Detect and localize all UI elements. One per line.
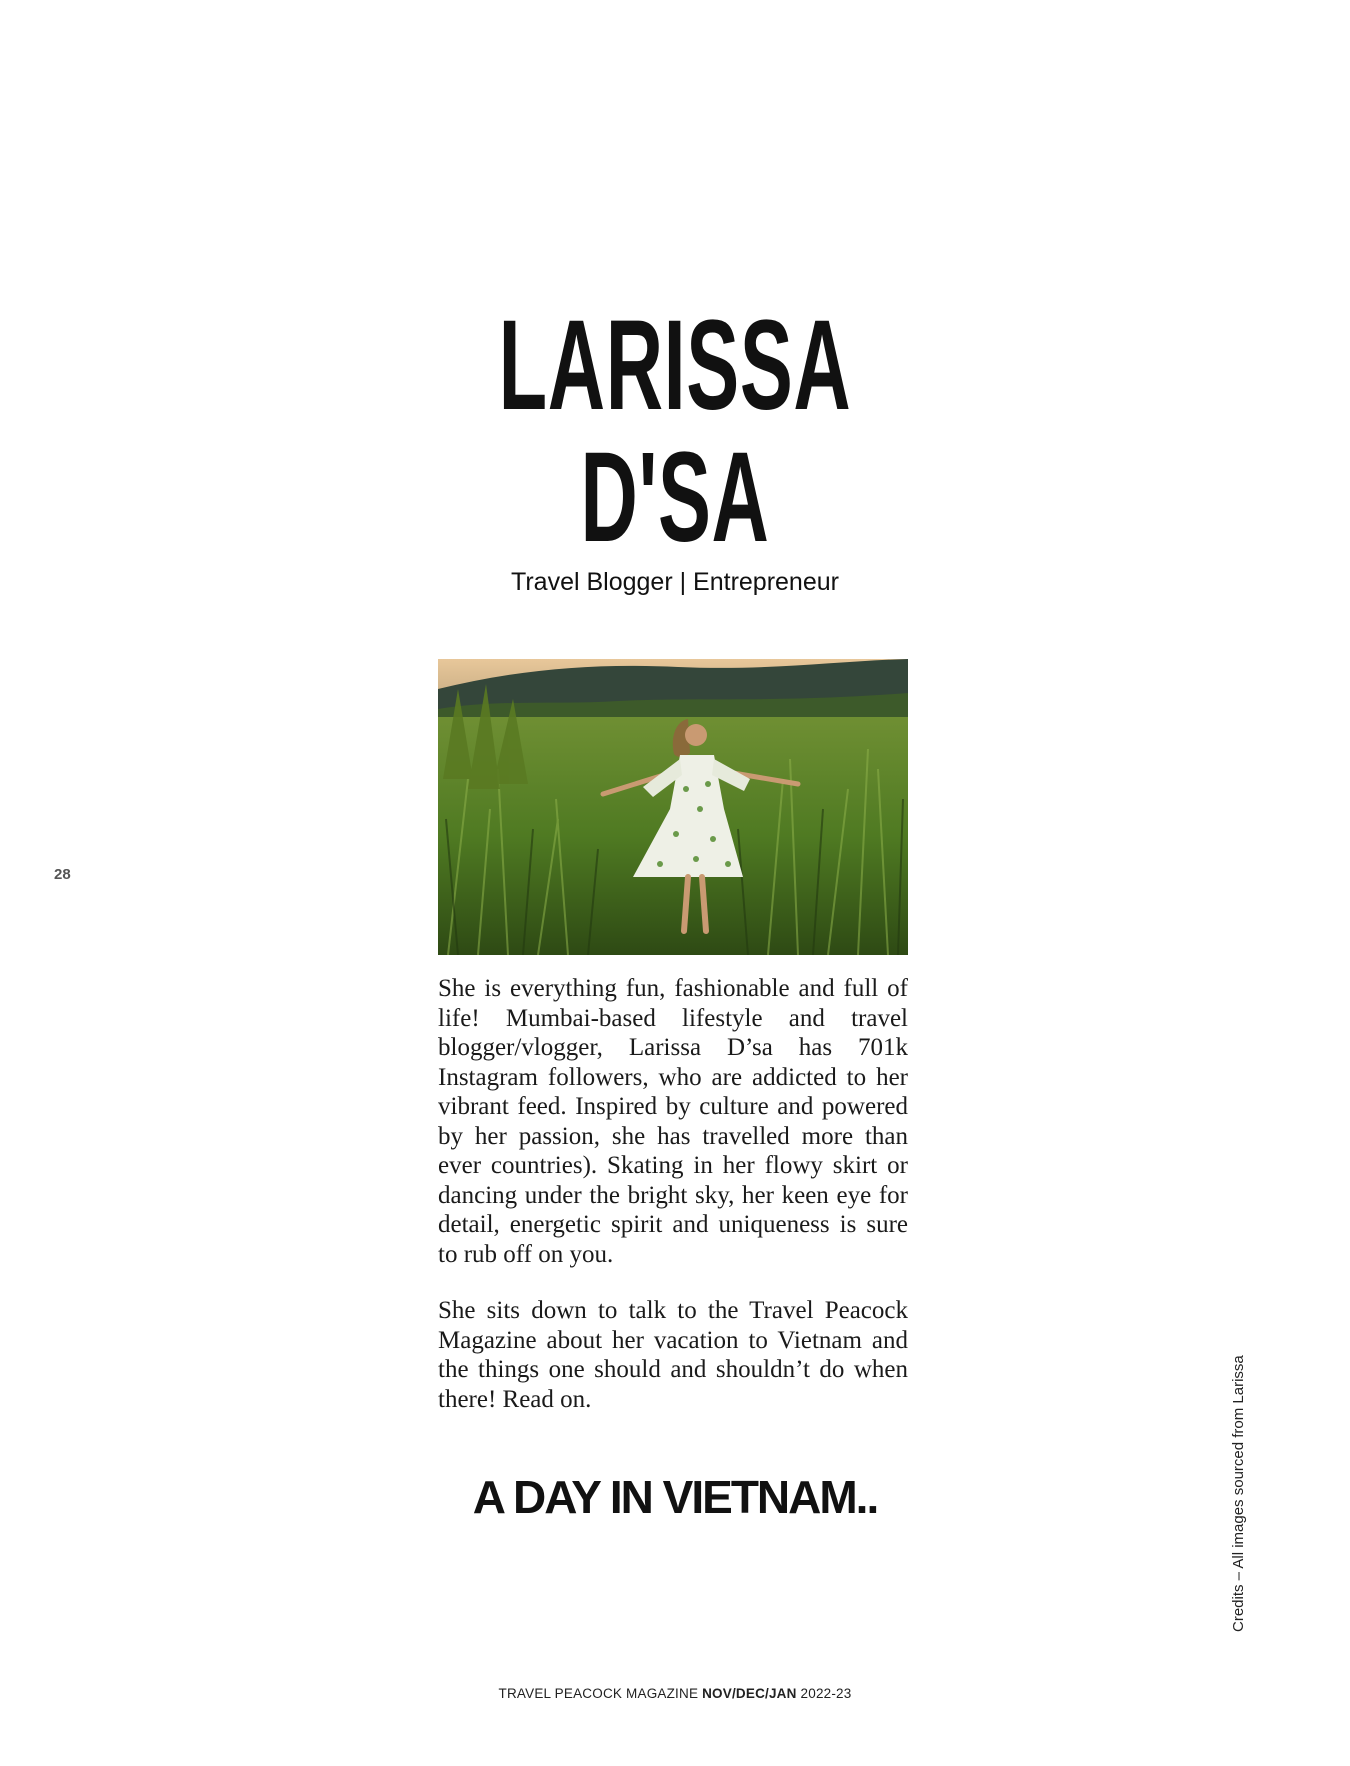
title-line-2: D'SA [580,426,770,569]
page-footer [0,1686,1350,1701]
page-number: 28 [54,866,71,883]
section-heading: A DAY IN VIETNAM.. [472,1471,878,1523]
article-subtitle: Travel Blogger | Entrepreneur [511,568,839,596]
photo-woman-head [685,724,707,746]
article-paragraph-1: She is everything fun, fashionable and full of life! Mumbai-based lifestyle and travel blogger/vlogger, Larissa D’sa has 701k Instagram followers, who are addicted to her vibrant feed. Inspired by culture and powered by her passion, she has travelled more than ever countries). Skating in her flowy skirt or dancing under the bright sky, her keen eye for detail, energetic spirit and uniqueness is sure to rub off on you. [438,975,908,1268]
image-credits: Credits – All images sourced from Larissa [1230,1355,1247,1632]
title-line-1: LARISSA [498,294,852,437]
footer-issue-year: 2022-23 [796,1686,852,1701]
article-paragraph-2: She sits down to talk to the Travel Peacock Magazine about her vacation to Vietnam and the things one should and shouldn’t do when there! Read on. [438,1297,908,1413]
article-title [0,294,1350,569]
hero-photo [438,659,908,955]
footer-magazine: TRAVEL PEACOCK MAGAZINE [498,1686,703,1701]
footer-issue-months: NOV/DEC/JAN [702,1686,797,1701]
